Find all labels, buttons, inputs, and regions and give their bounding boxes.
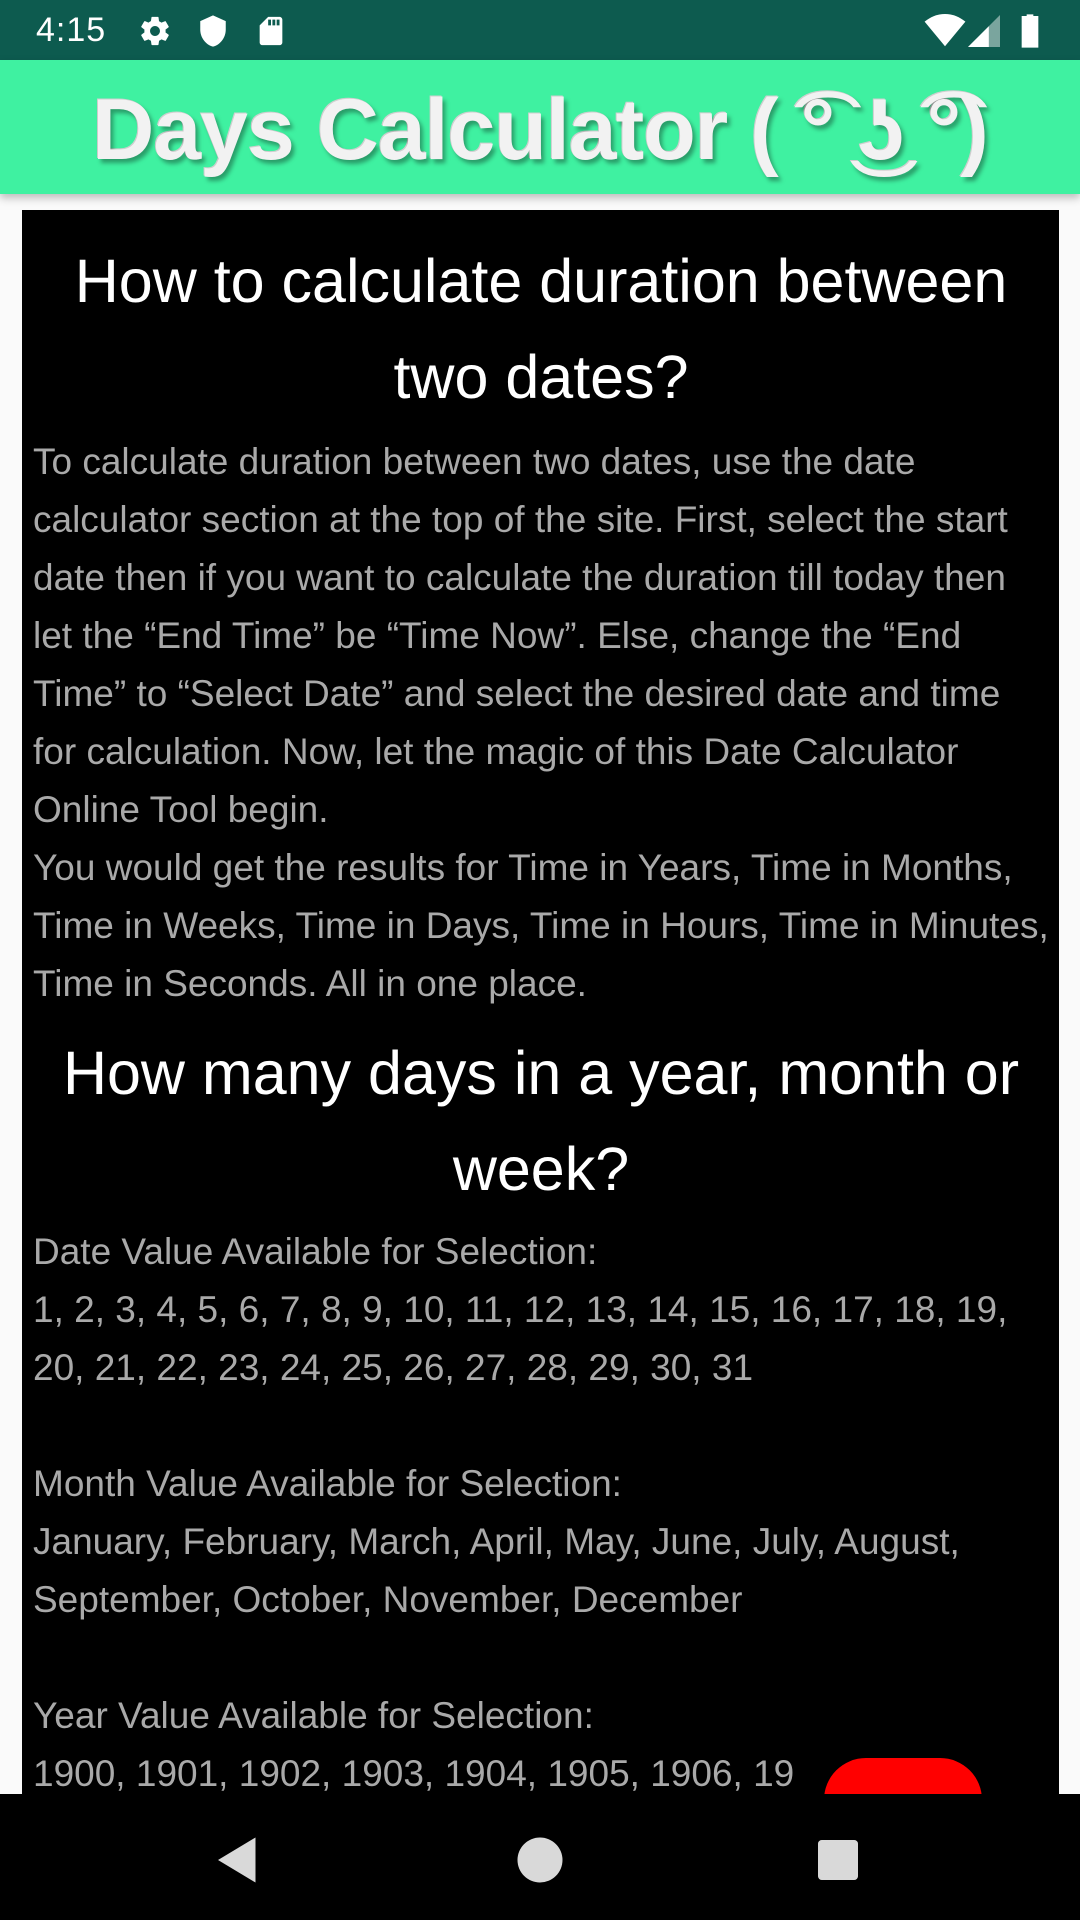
content-card [22, 210, 1059, 1794]
section-heading-days: How many days in a year, month or week? [62, 1039, 1020, 1203]
date-values-list: 1, 2, 3, 4, 5, 6, 7, 8, 9, 10, 11, 12, 13, 14, 15, 16, 17, 18, 19, 20, 21, 22, 23, 24, 25, 26, 27, 28, 29, 30, 31 [33, 1289, 1008, 1388]
app-title: Days Calculator ( ͡° ͜ʖ ͡°) [92, 82, 988, 178]
date-values-label: Date Value Available for Selection: [33, 1231, 598, 1272]
battery-icon [1020, 14, 1040, 48]
back-icon[interactable] [208, 1830, 268, 1890]
cell-signal-icon [968, 14, 1000, 48]
app-bar [0, 60, 1080, 194]
sd-card-icon [254, 14, 288, 48]
status-bar [0, 0, 1080, 60]
month-values-label: Month Value Available for Selection: [33, 1463, 622, 1504]
paragraph-duration-instructions: To calculate duration between two dates, use the date calculator section at the top of the site. First, select the start date then if you want to calculate the duration till today then let the “End Time” be “Time Now”. Else, change the “End Time” to “Select Date” and select the desired date and time for calculation. Now, let the magic of this Date Calculator Online Tool begin. [33, 441, 1008, 830]
article [22, 233, 1059, 1794]
spacer [33, 1629, 1049, 1687]
gear-icon [138, 14, 172, 48]
paragraph-duration-results: You would get the results for Time in Years, Time in Months, Time in Weeks, Time in Days, Time in Hours, Time in Minutes, Time in Seconds. All in one place. [33, 847, 1049, 1004]
year-values-list: 1900, 1901, 1902, 1903, 1904, 1905, 1906, 19 [33, 1753, 795, 1794]
status-icons-right [924, 14, 1044, 48]
navigation-bar [0, 1794, 1080, 1920]
month-values-block [33, 1455, 1049, 1629]
home-icon[interactable] [510, 1830, 570, 1890]
section-heading-duration: How to calculate duration between two dates? [74, 247, 1008, 411]
year-values-label: Year Value Available for Selection: [33, 1695, 594, 1736]
wifi-icon [924, 14, 966, 48]
content-area[interactable] [0, 194, 1080, 1794]
recents-icon[interactable] [808, 1830, 868, 1890]
date-values-block [33, 1223, 1049, 1397]
shield-icon [196, 14, 230, 48]
month-values-list: January, February, March, April, May, June, July, August, September, October, November, December [33, 1521, 960, 1620]
spacer [33, 1397, 1049, 1455]
status-time: 4:15 [36, 11, 107, 49]
